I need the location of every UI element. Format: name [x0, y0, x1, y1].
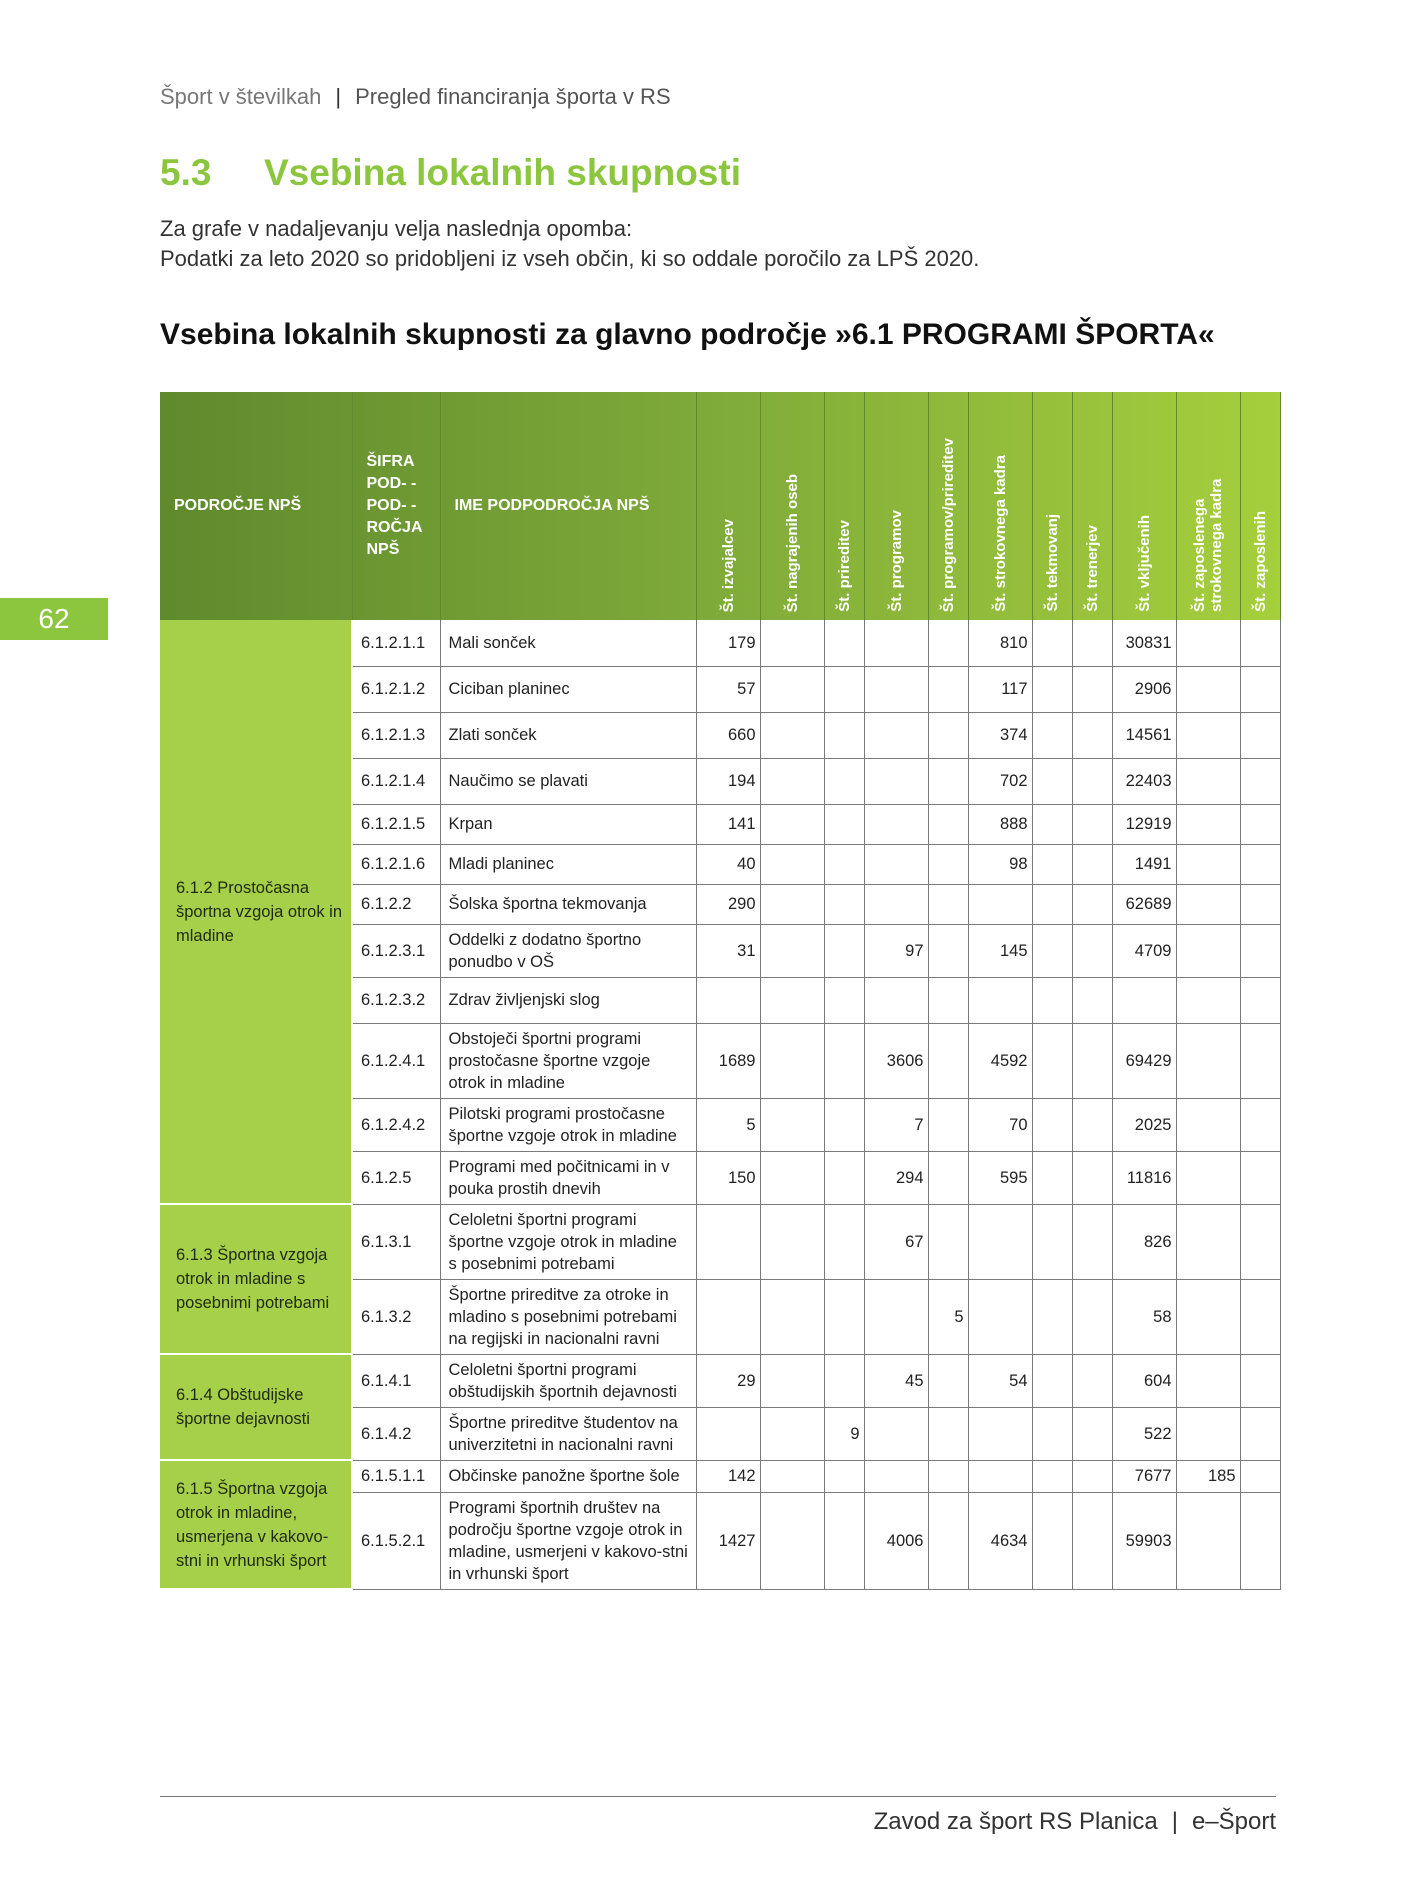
value-cell-c8: [1072, 758, 1112, 804]
value-cell-c6: [968, 1407, 1032, 1460]
value-cell-c2: [760, 977, 824, 1023]
area-cell: 6.1.4 Obštudijske športne dejavnosti: [160, 1354, 352, 1460]
header-c7-text: Št. tekmovanj: [1043, 514, 1061, 612]
value-cell-c6: [968, 977, 1032, 1023]
header-c1: [696, 392, 760, 620]
code-cell: 6.1.2.1.5: [352, 804, 440, 844]
value-cell-c6: 54: [968, 1354, 1032, 1407]
value-cell-c7: [1032, 1151, 1072, 1204]
value-cell-c7: [1032, 758, 1072, 804]
value-cell-c10: [1176, 1098, 1240, 1151]
value-cell-c5: [928, 1492, 968, 1589]
value-cell-c3: [824, 620, 864, 666]
value-cell-c2: [760, 712, 824, 758]
value-cell-c4: 7: [864, 1098, 928, 1151]
value-cell-c7: [1032, 884, 1072, 924]
value-cell-c2: [760, 1098, 824, 1151]
value-cell-c7: [1032, 1460, 1072, 1492]
value-cell-c4: [864, 666, 928, 712]
header-c4-text: Št. programov: [887, 510, 905, 612]
table-row: [160, 1204, 1280, 1279]
value-cell-c7: [1032, 977, 1072, 1023]
value-cell-c4: 97: [864, 924, 928, 977]
value-cell-c8: [1072, 924, 1112, 977]
name-cell: Občinske panožne športne šole: [440, 1460, 696, 1492]
value-cell-c7: [1032, 924, 1072, 977]
value-cell-c8: [1072, 620, 1112, 666]
header-c3-text: Št. prireditev: [835, 520, 853, 612]
name-cell: Obstoječi športni programi prostočasne športne vzgoje otrok in mladine: [440, 1023, 696, 1098]
value-cell-c5: 5: [928, 1279, 968, 1354]
footer: [874, 1808, 1276, 1836]
value-cell-c6: 595: [968, 1151, 1032, 1204]
value-cell-c10: [1176, 1492, 1240, 1589]
value-cell-c4: 67: [864, 1204, 928, 1279]
value-cell-c11: [1240, 1407, 1280, 1460]
value-cell-c5: [928, 1354, 968, 1407]
value-cell-c5: [928, 844, 968, 884]
name-cell: Mali sonček: [440, 620, 696, 666]
header-c9-text: Št. vključenih: [1135, 515, 1153, 612]
value-cell-c7: [1032, 620, 1072, 666]
header-c10-text: Št. zaposlenega strokovnega kadra: [1191, 478, 1225, 612]
value-cell-c3: [824, 884, 864, 924]
value-cell-c8: [1072, 666, 1112, 712]
value-cell-c7: [1032, 804, 1072, 844]
running-head-left: Šport v številkah: [160, 84, 322, 109]
value-cell-c1: 1427: [696, 1492, 760, 1589]
code-cell: 6.1.2.2: [352, 884, 440, 924]
value-cell-c5: [928, 1151, 968, 1204]
value-cell-c9: [1112, 977, 1176, 1023]
value-cell-c2: [760, 1204, 824, 1279]
value-cell-c3: [824, 1098, 864, 1151]
value-cell-c6: 98: [968, 844, 1032, 884]
value-cell-c4: [864, 1279, 928, 1354]
value-cell-c2: [760, 1023, 824, 1098]
header-c2-text: Št. nagrajenih oseb: [783, 473, 801, 612]
value-cell-c6: 145: [968, 924, 1032, 977]
value-cell-c11: [1240, 1460, 1280, 1492]
value-cell-c9: 30831: [1112, 620, 1176, 666]
value-cell-c7: [1032, 1354, 1072, 1407]
value-cell-c5: [928, 1023, 968, 1098]
value-cell-c3: [824, 1151, 864, 1204]
value-cell-c9: 69429: [1112, 1023, 1176, 1098]
value-cell-c11: [1240, 712, 1280, 758]
table-row: [160, 1354, 1280, 1407]
value-cell-c10: [1176, 1279, 1240, 1354]
page-number: 62: [0, 598, 108, 640]
value-cell-c11: [1240, 1151, 1280, 1204]
value-cell-c11: [1240, 844, 1280, 884]
data-table: [160, 392, 1281, 1590]
code-cell: 6.1.2.3.1: [352, 924, 440, 977]
name-cell: Športne prireditve za otroke in mladino s posebnimi potrebami na regijski in nacionalni ravni: [440, 1279, 696, 1354]
value-cell-c11: [1240, 924, 1280, 977]
value-cell-c7: [1032, 712, 1072, 758]
value-cell-c1: 1689: [696, 1023, 760, 1098]
code-cell: 6.1.2.4.2: [352, 1098, 440, 1151]
value-cell-c1: 31: [696, 924, 760, 977]
value-cell-c3: [824, 924, 864, 977]
value-cell-c3: [824, 977, 864, 1023]
value-cell-c4: 3606: [864, 1023, 928, 1098]
header-c1-text: Št. izvajalcev: [719, 518, 737, 612]
running-head-separator: |: [335, 84, 342, 109]
value-cell-c8: [1072, 1098, 1112, 1151]
table-title: Vsebina lokalnih skupnosti za glavno področje »6.1 PROGRAMI ŠPORTA«: [160, 318, 1215, 351]
value-cell-c9: 604: [1112, 1354, 1176, 1407]
value-cell-c11: [1240, 620, 1280, 666]
value-cell-c9: 14561: [1112, 712, 1176, 758]
value-cell-c10: [1176, 666, 1240, 712]
value-cell-c5: [928, 1407, 968, 1460]
value-cell-c6: [968, 1460, 1032, 1492]
value-cell-c10: [1176, 620, 1240, 666]
running-head: [160, 84, 671, 110]
value-cell-c9: 62689: [1112, 884, 1176, 924]
code-cell: 6.1.3.1: [352, 1204, 440, 1279]
note-line-2: Podatki za leto 2020 so pridobljeni iz vseh občin, ki so oddale poročilo za LPŠ 2020.: [160, 246, 980, 271]
header-name: IME PODPODROČJA NPŠ: [440, 392, 696, 620]
table-row: [160, 620, 1280, 666]
code-cell: 6.1.2.1.3: [352, 712, 440, 758]
value-cell-c1: [696, 977, 760, 1023]
value-cell-c4: [864, 884, 928, 924]
code-cell: 6.1.5.1.1: [352, 1460, 440, 1492]
value-cell-c6: 117: [968, 666, 1032, 712]
value-cell-c8: [1072, 1460, 1112, 1492]
name-cell: Naučimo se plavati: [440, 758, 696, 804]
value-cell-c2: [760, 1492, 824, 1589]
code-cell: 6.1.2.1.1: [352, 620, 440, 666]
value-cell-c2: [760, 844, 824, 884]
value-cell-c2: [760, 666, 824, 712]
value-cell-c2: [760, 758, 824, 804]
value-cell-c6: 70: [968, 1098, 1032, 1151]
value-cell-c3: [824, 1204, 864, 1279]
value-cell-c3: [824, 1354, 864, 1407]
value-cell-c5: [928, 884, 968, 924]
value-cell-c7: [1032, 1204, 1072, 1279]
value-cell-c1: 660: [696, 712, 760, 758]
value-cell-c9: 11816: [1112, 1151, 1176, 1204]
footer-separator: |: [1171, 1808, 1178, 1835]
code-cell: 6.1.2.4.1: [352, 1023, 440, 1098]
value-cell-c1: 179: [696, 620, 760, 666]
code-cell: 6.1.2.5: [352, 1151, 440, 1204]
value-cell-c3: [824, 1492, 864, 1589]
value-cell-c11: [1240, 666, 1280, 712]
value-cell-c9: 1491: [1112, 844, 1176, 884]
value-cell-c6: [968, 1204, 1032, 1279]
name-cell: Oddelki z dodatno športno ponudbo v OŠ: [440, 924, 696, 977]
value-cell-c10: [1176, 1204, 1240, 1279]
header-c7: [1032, 392, 1072, 620]
header-c4: [864, 392, 928, 620]
value-cell-c9: 2906: [1112, 666, 1176, 712]
value-cell-c3: [824, 712, 864, 758]
value-cell-c10: [1176, 924, 1240, 977]
value-cell-c11: [1240, 1279, 1280, 1354]
value-cell-c11: [1240, 977, 1280, 1023]
value-cell-c1: 142: [696, 1460, 760, 1492]
value-cell-c10: [1176, 1407, 1240, 1460]
header-c11: [1240, 392, 1280, 620]
value-cell-c9: 22403: [1112, 758, 1176, 804]
value-cell-c7: [1032, 666, 1072, 712]
header-c11-text: Št. zaposlenih: [1251, 511, 1269, 612]
value-cell-c1: [696, 1407, 760, 1460]
value-cell-c1: 150: [696, 1151, 760, 1204]
name-cell: Krpan: [440, 804, 696, 844]
value-cell-c8: [1072, 1354, 1112, 1407]
value-cell-c1: [696, 1204, 760, 1279]
value-cell-c8: [1072, 1279, 1112, 1354]
code-cell: 6.1.3.2: [352, 1279, 440, 1354]
value-cell-c6: 4634: [968, 1492, 1032, 1589]
section-title: [160, 152, 741, 194]
value-cell-c9: 2025: [1112, 1098, 1176, 1151]
value-cell-c1: 141: [696, 804, 760, 844]
value-cell-c11: [1240, 1354, 1280, 1407]
section-title-text: Vsebina lokalnih skupnosti: [264, 152, 741, 193]
value-cell-c10: [1176, 977, 1240, 1023]
value-cell-c3: 9: [824, 1407, 864, 1460]
name-cell: Pilotski programi prostočasne športne vzgoje otrok in mladine: [440, 1098, 696, 1151]
code-cell: 6.1.2.1.4: [352, 758, 440, 804]
value-cell-c1: 5: [696, 1098, 760, 1151]
code-cell: 6.1.2.3.2: [352, 977, 440, 1023]
value-cell-c11: [1240, 804, 1280, 844]
value-cell-c8: [1072, 1151, 1112, 1204]
value-cell-c4: 45: [864, 1354, 928, 1407]
value-cell-c2: [760, 1354, 824, 1407]
table-body: [160, 620, 1280, 1589]
value-cell-c5: [928, 1204, 968, 1279]
value-cell-c10: [1176, 1151, 1240, 1204]
note-line-1: Za grafe v nadaljevanju velja naslednja opomba:: [160, 216, 633, 241]
value-cell-c10: 185: [1176, 1460, 1240, 1492]
name-cell: Ciciban planinec: [440, 666, 696, 712]
value-cell-c5: [928, 666, 968, 712]
value-cell-c8: [1072, 1023, 1112, 1098]
code-cell: 6.1.2.1.2: [352, 666, 440, 712]
header-area: PODROČJE NPŠ: [160, 392, 352, 620]
value-cell-c7: [1032, 1098, 1072, 1151]
name-cell: Celoletni športni programi obštudijskih športnih dejavnosti: [440, 1354, 696, 1407]
value-cell-c4: [864, 620, 928, 666]
table-row: [160, 1460, 1280, 1492]
value-cell-c11: [1240, 1492, 1280, 1589]
value-cell-c2: [760, 1460, 824, 1492]
value-cell-c6: 888: [968, 804, 1032, 844]
name-cell: Zlati sonček: [440, 712, 696, 758]
value-cell-c3: [824, 758, 864, 804]
value-cell-c5: [928, 924, 968, 977]
code-cell: 6.1.5.2.1: [352, 1492, 440, 1589]
value-cell-c5: [928, 804, 968, 844]
value-cell-c9: 59903: [1112, 1492, 1176, 1589]
value-cell-c3: [824, 1279, 864, 1354]
value-cell-c7: [1032, 1279, 1072, 1354]
value-cell-c10: [1176, 884, 1240, 924]
value-cell-c11: [1240, 884, 1280, 924]
value-cell-c9: 7677: [1112, 1460, 1176, 1492]
value-cell-c10: [1176, 758, 1240, 804]
value-cell-c2: [760, 620, 824, 666]
value-cell-c3: [824, 1023, 864, 1098]
value-cell-c4: 4006: [864, 1492, 928, 1589]
value-cell-c3: [824, 1460, 864, 1492]
value-cell-c4: [864, 1407, 928, 1460]
footer-left: Zavod za šport RS Planica: [873, 1808, 1158, 1835]
header-c2: [760, 392, 824, 620]
value-cell-c6: 702: [968, 758, 1032, 804]
value-cell-c4: [864, 758, 928, 804]
name-cell: Programi med počitnicami in v pouka prostih dnevih: [440, 1151, 696, 1204]
value-cell-c9: 12919: [1112, 804, 1176, 844]
value-cell-c10: [1176, 804, 1240, 844]
header-c8: [1072, 392, 1112, 620]
value-cell-c6: 4592: [968, 1023, 1032, 1098]
value-cell-c11: [1240, 1204, 1280, 1279]
section-number: 5.3: [160, 152, 212, 193]
value-cell-c1: 57: [696, 666, 760, 712]
value-cell-c1: 290: [696, 884, 760, 924]
value-cell-c8: [1072, 1407, 1112, 1460]
value-cell-c1: [696, 1279, 760, 1354]
area-cell: 6.1.3 Športna vzgoja otrok in mladine s posebnimi potrebami: [160, 1204, 352, 1354]
code-cell: 6.1.4.1: [352, 1354, 440, 1407]
name-cell: Športne prireditve študentov na univerzitetni in nacionalni ravni: [440, 1407, 696, 1460]
value-cell-c2: [760, 924, 824, 977]
value-cell-c5: [928, 1460, 968, 1492]
value-cell-c6: [968, 1279, 1032, 1354]
name-cell: Programi športnih društev na področju športne vzgoje otrok in mladine, usmerjeni v kakovo-stni in vrhunski šport: [440, 1492, 696, 1589]
value-cell-c4: [864, 712, 928, 758]
value-cell-c2: [760, 1279, 824, 1354]
value-cell-c8: [1072, 1492, 1112, 1589]
value-cell-c2: [760, 804, 824, 844]
value-cell-c4: [864, 804, 928, 844]
header-c5: [928, 392, 968, 620]
value-cell-c11: [1240, 758, 1280, 804]
value-cell-c3: [824, 666, 864, 712]
value-cell-c11: [1240, 1098, 1280, 1151]
value-cell-c1: 40: [696, 844, 760, 884]
header-c8-text: Št. trenerjev: [1083, 525, 1101, 612]
value-cell-c7: [1032, 1023, 1072, 1098]
value-cell-c7: [1032, 1492, 1072, 1589]
value-cell-c5: [928, 712, 968, 758]
value-cell-c7: [1032, 844, 1072, 884]
running-head-right: Pregled financiranja športa v RS: [355, 84, 671, 109]
value-cell-c4: [864, 1460, 928, 1492]
value-cell-c10: [1176, 712, 1240, 758]
value-cell-c4: [864, 977, 928, 1023]
value-cell-c1: 194: [696, 758, 760, 804]
value-cell-c5: [928, 620, 968, 666]
area-cell: 6.1.5 Športna vzgoja otrok in mladine, usmerjena v kakovo-stni in vrhunski šport: [160, 1460, 352, 1589]
code-cell: 6.1.2.1.6: [352, 844, 440, 884]
header-c10: [1176, 392, 1240, 620]
header-code-text: ŠIFRA POD- -POD- -ROČJA NPŠ: [366, 453, 422, 558]
value-cell-c9: 522: [1112, 1407, 1176, 1460]
header-c6: [968, 392, 1032, 620]
value-cell-c6: [968, 884, 1032, 924]
header-code: [352, 392, 440, 620]
code-cell: 6.1.4.2: [352, 1407, 440, 1460]
name-cell: Šolska športna tekmovanja: [440, 884, 696, 924]
value-cell-c9: 58: [1112, 1279, 1176, 1354]
note: [160, 214, 979, 274]
value-cell-c5: [928, 758, 968, 804]
header-row: [160, 392, 1280, 620]
header-c9: [1112, 392, 1176, 620]
value-cell-c8: [1072, 1204, 1112, 1279]
value-cell-c4: [864, 844, 928, 884]
value-cell-c11: [1240, 1023, 1280, 1098]
value-cell-c5: [928, 977, 968, 1023]
header-c3: [824, 392, 864, 620]
value-cell-c9: 826: [1112, 1204, 1176, 1279]
value-cell-c8: [1072, 977, 1112, 1023]
value-cell-c10: [1176, 844, 1240, 884]
value-cell-c7: [1032, 1407, 1072, 1460]
value-cell-c6: 374: [968, 712, 1032, 758]
header-c6-text: Št. strokovnega kadra: [991, 455, 1009, 612]
name-cell: Zdrav življenjski slog: [440, 977, 696, 1023]
value-cell-c4: 294: [864, 1151, 928, 1204]
value-cell-c3: [824, 844, 864, 884]
name-cell: Celoletni športni programi športne vzgoje otrok in mladine s posebnimi potrebami: [440, 1204, 696, 1279]
footer-divider: [160, 1796, 1276, 1797]
value-cell-c2: [760, 884, 824, 924]
value-cell-c9: 4709: [1112, 924, 1176, 977]
value-cell-c2: [760, 1407, 824, 1460]
value-cell-c8: [1072, 844, 1112, 884]
value-cell-c5: [928, 1098, 968, 1151]
footer-right: e–Šport: [1191, 1808, 1276, 1835]
value-cell-c3: [824, 804, 864, 844]
area-cell: 6.1.2 Prostočasna športna vzgoja otrok in mladine: [160, 620, 352, 1204]
value-cell-c8: [1072, 884, 1112, 924]
value-cell-c10: [1176, 1354, 1240, 1407]
header-c5-text: Št. programov/prireditev: [939, 437, 957, 612]
value-cell-c8: [1072, 804, 1112, 844]
value-cell-c6: 810: [968, 620, 1032, 666]
value-cell-c2: [760, 1151, 824, 1204]
value-cell-c1: 29: [696, 1354, 760, 1407]
name-cell: Mladi planinec: [440, 844, 696, 884]
value-cell-c10: [1176, 1023, 1240, 1098]
value-cell-c8: [1072, 712, 1112, 758]
